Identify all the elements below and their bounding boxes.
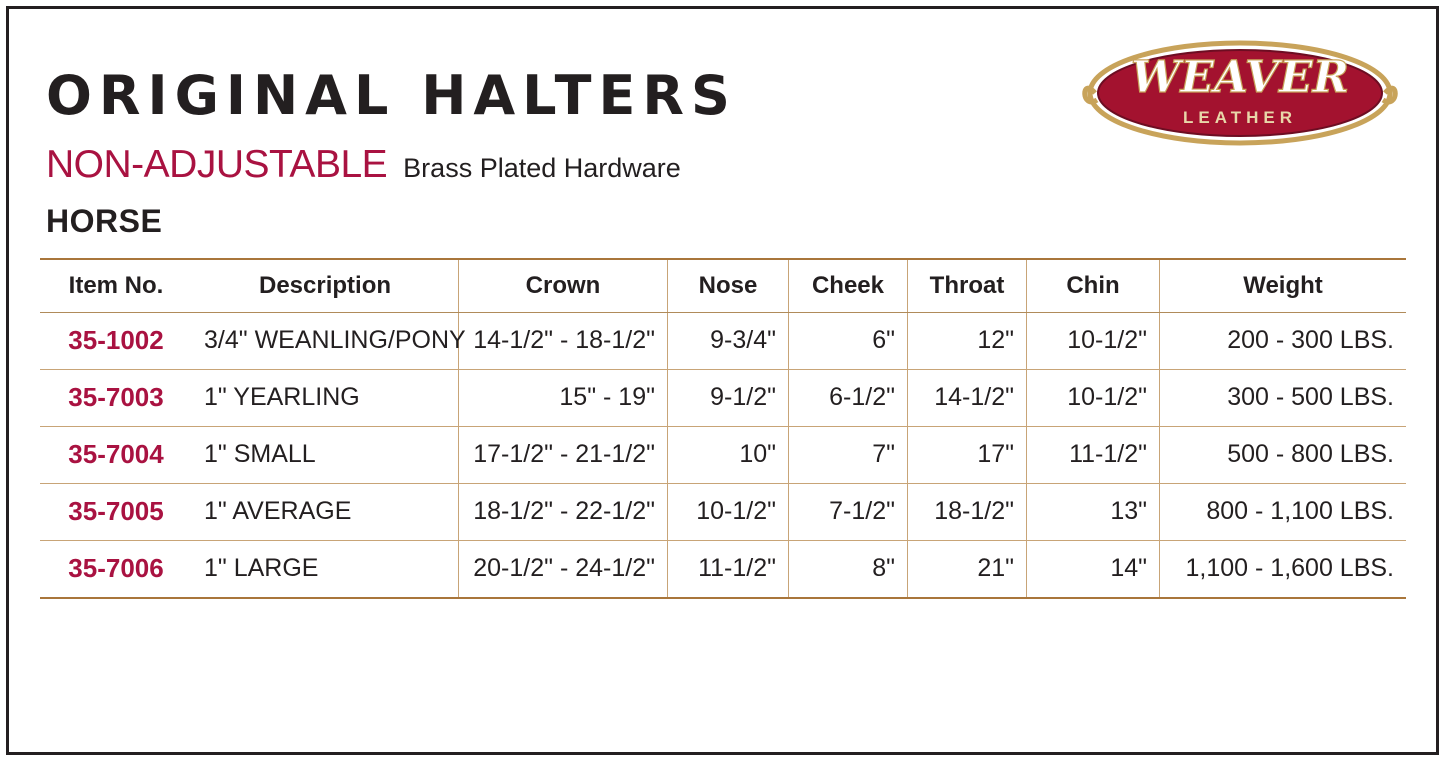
column-header-throat: Throat	[908, 259, 1027, 313]
column-header-weight: Weight	[1160, 259, 1407, 313]
cell-nose: 9-3/4"	[668, 312, 789, 369]
cell-cheek: 6-1/2"	[789, 369, 908, 426]
cell-cheek: 7-1/2"	[789, 483, 908, 540]
cell-weight: 800 - 1,100 LBS.	[1160, 483, 1407, 540]
cell-throat: 14-1/2"	[908, 369, 1027, 426]
cell-crown: 14-1/2" - 18-1/2"	[459, 312, 668, 369]
cell-throat: 12"	[908, 312, 1027, 369]
column-header-nose: Nose	[668, 259, 789, 313]
cell-item-no: 35-7004	[40, 426, 192, 483]
cell-description: 1" YEARLING	[192, 369, 459, 426]
cell-item-no: 35-7006	[40, 540, 192, 598]
cell-description: 1" LARGE	[192, 540, 459, 598]
cell-weight: 200 - 300 LBS.	[1160, 312, 1407, 369]
cell-chin: 11-1/2"	[1027, 426, 1160, 483]
cell-description: 3/4" WEANLING/PONY	[192, 312, 459, 369]
cell-nose: 9-1/2"	[668, 369, 789, 426]
cell-chin: 10-1/2"	[1027, 312, 1160, 369]
table-row	[40, 369, 1406, 426]
cell-item-no: 35-1002	[40, 312, 192, 369]
table-body	[40, 312, 1406, 598]
column-header-cheek: Cheek	[789, 259, 908, 313]
cell-item-no: 35-7005	[40, 483, 192, 540]
cell-nose: 10"	[668, 426, 789, 483]
cell-chin: 13"	[1027, 483, 1160, 540]
cell-cheek: 8"	[789, 540, 908, 598]
cell-item-no: 35-7003	[40, 369, 192, 426]
table-row	[40, 540, 1406, 598]
table-header-row	[40, 259, 1406, 313]
svg-text:WEAVER: WEAVER	[1130, 52, 1350, 103]
cell-nose: 10-1/2"	[668, 483, 789, 540]
table-row	[40, 312, 1406, 369]
column-header-chin: Chin	[1027, 259, 1160, 313]
weaver-leather-logo	[1075, 30, 1405, 165]
cell-weight: 300 - 500 LBS.	[1160, 369, 1407, 426]
table-row	[40, 483, 1406, 540]
column-header-item-no: Item No.	[40, 259, 192, 313]
svg-text:LEATHER: LEATHER	[1182, 108, 1298, 127]
table-header	[40, 259, 1406, 313]
cell-throat: 21"	[908, 540, 1027, 598]
subtitle-hardware: Brass Plated Hardware	[403, 152, 681, 183]
column-header-description: Description	[192, 259, 459, 313]
table-row	[40, 426, 1406, 483]
cell-throat: 17"	[908, 426, 1027, 483]
cell-description: 1" AVERAGE	[192, 483, 459, 540]
cell-weight: 500 - 800 LBS.	[1160, 426, 1407, 483]
halter-size-table	[40, 258, 1406, 599]
cell-chin: 14"	[1027, 540, 1160, 598]
cell-weight: 1,100 - 1,600 LBS.	[1160, 540, 1407, 598]
column-header-crown: Crown	[459, 259, 668, 313]
cell-chin: 10-1/2"	[1027, 369, 1160, 426]
cell-crown: 15" - 19"	[459, 369, 668, 426]
subtitle-adjustability: NON-ADJUSTABLE	[46, 142, 388, 186]
cell-cheek: 7"	[789, 426, 908, 483]
cell-nose: 11-1/2"	[668, 540, 789, 598]
cell-throat: 18-1/2"	[908, 483, 1027, 540]
cell-crown: 17-1/2" - 21-1/2"	[459, 426, 668, 483]
cell-description: 1" SMALL	[192, 426, 459, 483]
section-heading: HORSE	[46, 202, 163, 239]
page-title: ORIGINAL HALTERS	[46, 64, 737, 127]
cell-crown: 20-1/2" - 24-1/2"	[459, 540, 668, 598]
cell-crown: 18-1/2" - 22-1/2"	[459, 483, 668, 540]
page-content	[40, 30, 1405, 599]
logo-artwork	[1075, 30, 1405, 165]
cell-cheek: 6"	[789, 312, 908, 369]
